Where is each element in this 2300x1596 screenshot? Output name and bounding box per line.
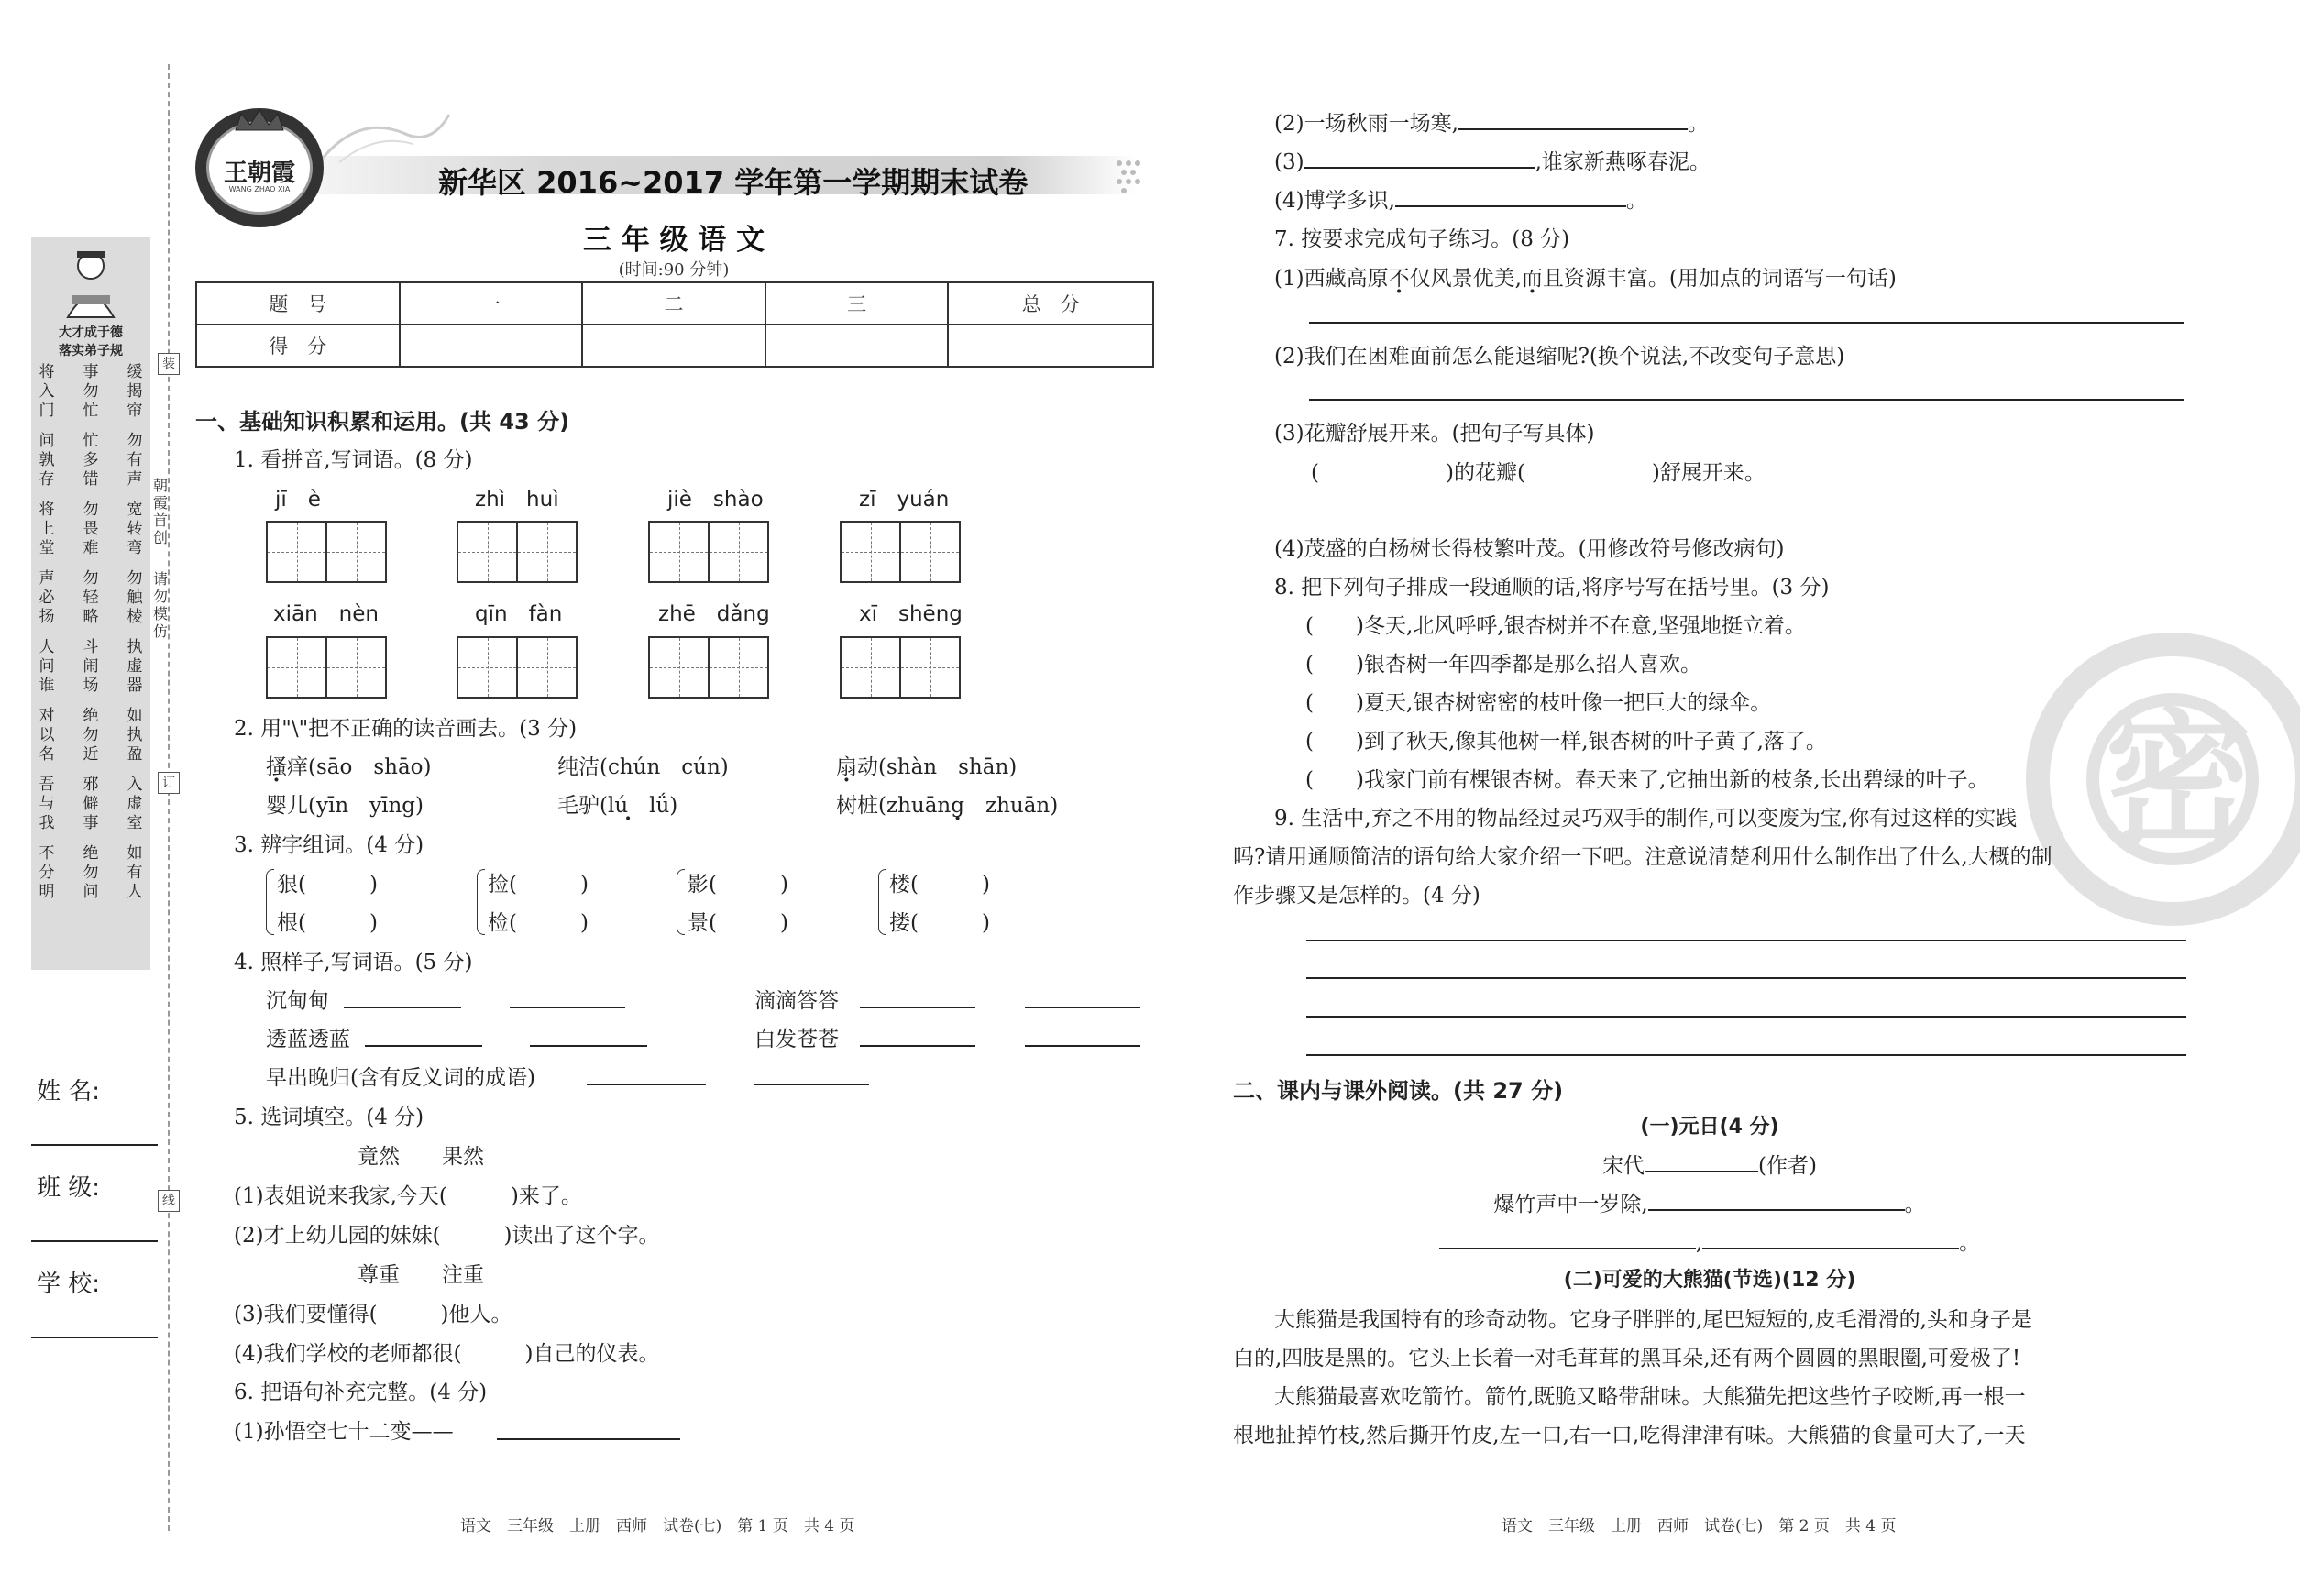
table-cell: 一 xyxy=(400,282,583,325)
writing-box[interactable] xyxy=(266,636,387,699)
answer-line[interactable] xyxy=(1309,399,2184,401)
motto-col: 勿轻略 xyxy=(83,569,99,626)
poem-line: 爆竹声中一岁除, 。 xyxy=(1493,1193,1926,1216)
writing-box[interactable] xyxy=(648,521,769,583)
answer-blank[interactable] xyxy=(1025,1007,1140,1008)
order-item[interactable]: ( )夏天,银杏树密密的枝叶像一把巨大的绿伞。 xyxy=(1305,691,1772,715)
binding-note-2: 请勿模仿 xyxy=(152,570,168,640)
reading-1-title: (一)元日(4 分) xyxy=(1640,1116,1779,1139)
motto-col: 人问谁 xyxy=(39,638,55,695)
example-word: 透蓝透蓝 xyxy=(266,1028,350,1051)
word-choices: 竟然 果然 xyxy=(358,1145,484,1169)
answer-blank[interactable] xyxy=(1025,1045,1140,1047)
motto-col: 忙多错 xyxy=(83,432,99,489)
binding-mark: 装 xyxy=(158,353,180,375)
score-table xyxy=(195,281,1154,368)
question-7: 7. 按要求完成句子练习。(8 分) xyxy=(1274,227,1570,251)
brace xyxy=(266,869,274,935)
brace xyxy=(878,869,886,935)
brace xyxy=(477,869,485,935)
motto-col: 将入门 xyxy=(39,363,55,420)
example-word: 白发苍苍 xyxy=(754,1028,839,1051)
exam-time: (时间:90 分钟) xyxy=(618,260,730,280)
passage-line: 大熊猫是我国特有的珍奇动物。它身子胖胖的,尾巴短短的,皮毛滑滑的,头和身子是 xyxy=(1274,1308,2032,1332)
char-pair-item[interactable]: 检( ) xyxy=(488,911,589,935)
logo-subtext: WANG ZHAO XIA xyxy=(228,185,291,193)
motto-col: 勿有声 xyxy=(127,432,143,489)
question-4: 4. 照样子,写词语。(5 分) xyxy=(234,951,473,974)
name-label: 姓 名: xyxy=(37,1078,101,1106)
example-word: 沉甸甸 xyxy=(266,989,329,1013)
word-choices: 尊重 注重 xyxy=(358,1263,484,1287)
table-cell: 题 号 xyxy=(196,282,400,325)
crown-icon xyxy=(232,108,287,132)
answer-blank[interactable] xyxy=(344,1007,461,1008)
char-pair-item[interactable]: 搂( ) xyxy=(889,911,990,935)
motto-col: 绝勿问 xyxy=(83,844,99,901)
instruction-sentence: (4)茂盛的白杨树长得枝繁叶茂。(用修改符号修改病句) xyxy=(1274,537,1785,561)
fill-sentence: (4)博学多识, 。 xyxy=(1274,189,1647,213)
order-item[interactable]: ( )冬天,北风呼呼,银杏树并不在意,坚强地挺立着。 xyxy=(1305,614,1806,638)
table-cell: 得 分 xyxy=(196,325,400,367)
pinyin-label: jiè shào xyxy=(667,488,764,512)
motto-col: 对以名 xyxy=(39,707,55,764)
answer-blank[interactable] xyxy=(860,1007,975,1008)
question-6: 6. 把语句补充完整。(4 分) xyxy=(234,1381,488,1404)
motto-title-1: 大才成于德 xyxy=(59,325,123,340)
motto-col: 吾与我 xyxy=(39,776,55,832)
binding-note-1: 朝霞首创 xyxy=(152,477,168,546)
char-pair-item[interactable]: 狠( ) xyxy=(277,873,378,897)
motto-col: 斗闹场 xyxy=(83,638,99,695)
motto-col: 入虚室 xyxy=(127,776,143,832)
score-cell[interactable] xyxy=(765,325,949,367)
writing-box[interactable] xyxy=(457,521,578,583)
question-5: 5. 选词填空。(4 分) xyxy=(234,1106,424,1129)
exam-title: 新华区 2016~2017 学年第一学期期末试卷 xyxy=(438,165,1029,200)
subject-title: 三 年 级 语 文 xyxy=(582,224,765,257)
answer-blank[interactable] xyxy=(587,1084,706,1085)
fill-sentence[interactable]: (1)表姐说来我家,今天( )来了。 xyxy=(234,1184,582,1208)
example-word: 早出晚归(含有反义词的成语) xyxy=(266,1066,535,1090)
poem-author-line: 宋代 (作者) xyxy=(1602,1154,1817,1178)
question-3: 3. 辨字组词。(4 分) xyxy=(234,833,424,857)
motto-col: 不分明 xyxy=(39,844,55,901)
answer-line[interactable] xyxy=(1306,1016,2186,1018)
answer-blank[interactable] xyxy=(497,1438,680,1440)
motto-col: 如有人 xyxy=(127,844,143,901)
pronunciation-item[interactable]: 纯洁(chún cún) xyxy=(557,755,729,779)
fill-sentence[interactable]: (4)我们学校的老师都很( )自己的仪表。 xyxy=(234,1342,660,1366)
fill-sentence: (1)孙悟空七十二变—— xyxy=(234,1420,454,1444)
score-cell[interactable] xyxy=(582,325,765,367)
score-table-row xyxy=(196,282,1153,325)
pronunciation-item[interactable]: 搔痒(sāo shāo) xyxy=(266,755,432,779)
pinyin-label: qīn fàn xyxy=(475,602,563,626)
question-9-line: 作步骤又是怎样的。(4 分) xyxy=(1233,884,1480,908)
pinyin-label: zī yuán xyxy=(859,488,950,512)
page-footer-1: 语文 三年级 上册 西师 试卷(七) 第 1 页 共 4 页 xyxy=(460,1517,855,1535)
question-1: 1. 看拼音,写词语。(8 分) xyxy=(234,448,473,472)
fill-sentence[interactable]: (2)才上幼儿园的妹妹( )读出了这个字。 xyxy=(234,1224,660,1248)
char-pair-item[interactable]: 影( ) xyxy=(688,873,788,897)
page-footer-2: 语文 三年级 上册 西师 试卷(七) 第 2 页 共 4 页 xyxy=(1502,1517,1897,1535)
motto-col: 缓揭帘 xyxy=(127,363,143,420)
motto-title-2: 落实弟子规 xyxy=(59,344,123,358)
instruction-sentence: (2)我们在困难面前怎么能退缩呢?(换个说法,不改变句子意思) xyxy=(1274,345,1845,369)
table-cell: 总 分 xyxy=(948,282,1153,325)
order-item[interactable]: ( )银杏树一年四季都是那么招人喜欢。 xyxy=(1305,653,1701,677)
motto-col: 声必扬 xyxy=(39,569,55,626)
writing-box[interactable] xyxy=(457,636,578,699)
ribbon-dots-icon xyxy=(1114,156,1160,194)
instruction-sentence: (3)花瓣舒展开来。(把句子写具体) xyxy=(1274,422,1595,446)
motto-col: 勿畏难 xyxy=(83,501,99,557)
writing-box[interactable] xyxy=(266,521,387,583)
motto-col: 邪僻事 xyxy=(83,776,99,832)
passage-line: 白的,四肢是黑的。它头上长着一对毛茸茸的黑耳朵,还有两个圆圆的黑眼圈,可爱极了! xyxy=(1233,1347,2021,1370)
char-pair-item[interactable]: 根( ) xyxy=(277,911,378,935)
section-1-heading: 一、基础知识积累和运用。(共 43 分) xyxy=(195,409,570,435)
pinyin-label: zhē dǎng xyxy=(658,602,770,626)
order-item[interactable]: ( )到了秋天,像其他树一样,银杏树的叶子黄了,落了。 xyxy=(1305,730,1827,754)
school-field[interactable] xyxy=(31,1337,158,1338)
char-pair-item[interactable]: 捡( ) xyxy=(488,873,589,897)
pronunciation-item[interactable]: 树桩(zhuāng zhuān) · xyxy=(836,788,1058,819)
answer-blank[interactable] xyxy=(365,1045,482,1047)
score-table-row xyxy=(196,325,1153,367)
motto-col: 如执盈 xyxy=(127,707,143,764)
table-cell: 三 xyxy=(765,282,949,325)
writing-box[interactable] xyxy=(840,521,961,583)
char-pair-item[interactable]: 景( ) xyxy=(688,911,788,935)
brand-logo xyxy=(195,108,324,227)
motto-col: 问孰存 xyxy=(39,432,55,489)
motto-col: 将上堂 xyxy=(39,501,55,557)
pinyin-label: zhì huì xyxy=(475,488,559,512)
fill-sentence: (3) ,谁家新燕啄春泥。 xyxy=(1274,150,1711,174)
table-cell: 二 xyxy=(582,282,765,325)
pronunciation-item[interactable]: 毛驴(lú lǘ) · xyxy=(557,788,677,819)
writing-box[interactable] xyxy=(840,636,961,699)
instruction-sentence: (1)西藏高原不仅风景优美,而且资源丰富。(用加点的词语写一句话) xyxy=(1274,267,1897,291)
binding-mark: 线 xyxy=(158,1190,180,1212)
motto-col: 宽转弯 xyxy=(127,501,143,557)
char-pair-item[interactable]: 楼( ) xyxy=(889,873,990,897)
writing-box[interactable] xyxy=(648,636,769,699)
question-9-line: 吗?请用通顺简洁的语句给大家介绍一下吧。注意说清楚利用什么制作出了什么,大概的制 xyxy=(1233,845,2052,869)
fill-sentence: (2)一场秋雨一场寒, 。 xyxy=(1274,112,1709,136)
motto-col: 执虚器 xyxy=(127,638,143,695)
binding-dashed-line xyxy=(168,64,170,1531)
answer-line[interactable] xyxy=(1306,977,2186,979)
fill-sentence[interactable]: ( )的花瓣( )舒展开来。 xyxy=(1311,461,1766,485)
answer-blank[interactable] xyxy=(860,1045,975,1047)
poem-line[interactable]: , 。 xyxy=(1233,1226,2186,1256)
section-2-heading: 二、课内与课外阅读。(共 27 分) xyxy=(1233,1078,1564,1104)
name-field[interactable] xyxy=(31,1144,158,1146)
order-item[interactable]: ( )我家门前有棵银杏树。春天来了,它抽出新的枝条,长出碧绿的叶子。 xyxy=(1305,768,1989,792)
answer-line[interactable] xyxy=(1306,940,2186,941)
binding-mark: 订 xyxy=(158,772,180,794)
pinyin-label: xī shēng xyxy=(859,602,963,626)
answer-blank[interactable] xyxy=(510,1007,625,1008)
answer-line[interactable] xyxy=(1309,322,2184,324)
question-8: 8. 把下列句子排成一段通顺的话,将序号写在括号里。(3 分) xyxy=(1274,576,1830,600)
fill-sentence[interactable]: (3)我们要懂得( )他人。 xyxy=(234,1303,512,1326)
example-word: 滴滴答答 xyxy=(754,989,839,1013)
class-field[interactable] xyxy=(31,1240,158,1242)
brace xyxy=(677,869,685,935)
seal-text: 密 xyxy=(2105,694,2252,866)
pinyin-label: xiān nèn xyxy=(273,602,379,626)
score-cell[interactable] xyxy=(948,325,1153,367)
pinyin-label: jī è xyxy=(275,488,321,512)
motto-col: 绝勿近 xyxy=(83,707,99,764)
score-cell[interactable] xyxy=(400,325,583,367)
logo-text: 王朝霞 xyxy=(223,160,295,187)
motto-panel xyxy=(31,237,150,970)
answer-blank[interactable] xyxy=(754,1084,869,1085)
pronunciation-item[interactable]: 婴儿(yīn yīng) xyxy=(266,794,424,818)
question-9-line: 9. 生活中,弃之不用的物品经过灵巧双手的制作,可以变废为宝,你有过这样的实践 xyxy=(1274,807,2018,831)
passage-line: 大熊猫最喜欢吃箭竹。箭竹,既脆又略带甜味。大熊猫先把这些竹子咬断,再一根一 xyxy=(1274,1385,2026,1409)
pronunciation-item[interactable]: 扇动(shàn shān) xyxy=(836,755,1018,779)
reading-2-title: (二)可爱的大熊猫(节选)(12 分) xyxy=(1563,1269,1856,1292)
answer-line[interactable] xyxy=(1306,1054,2186,1056)
passage-line: 根地扯掉竹枝,然后撕开竹皮,左一口,右一口,吃得津津有味。大熊猫的食量可大了,一天 xyxy=(1233,1424,2026,1447)
school-label: 学 校: xyxy=(37,1271,101,1298)
class-label: 班 级: xyxy=(37,1174,101,1202)
motto-col: 勿触棱 xyxy=(127,569,143,626)
answer-blank[interactable] xyxy=(530,1045,647,1047)
motto-columns xyxy=(39,363,143,950)
question-2: 2. 用"\"把不正确的读音画去。(3 分) xyxy=(234,717,578,741)
motto-col: 事勿忙 xyxy=(83,363,99,420)
confidential-seal xyxy=(2026,633,2300,926)
